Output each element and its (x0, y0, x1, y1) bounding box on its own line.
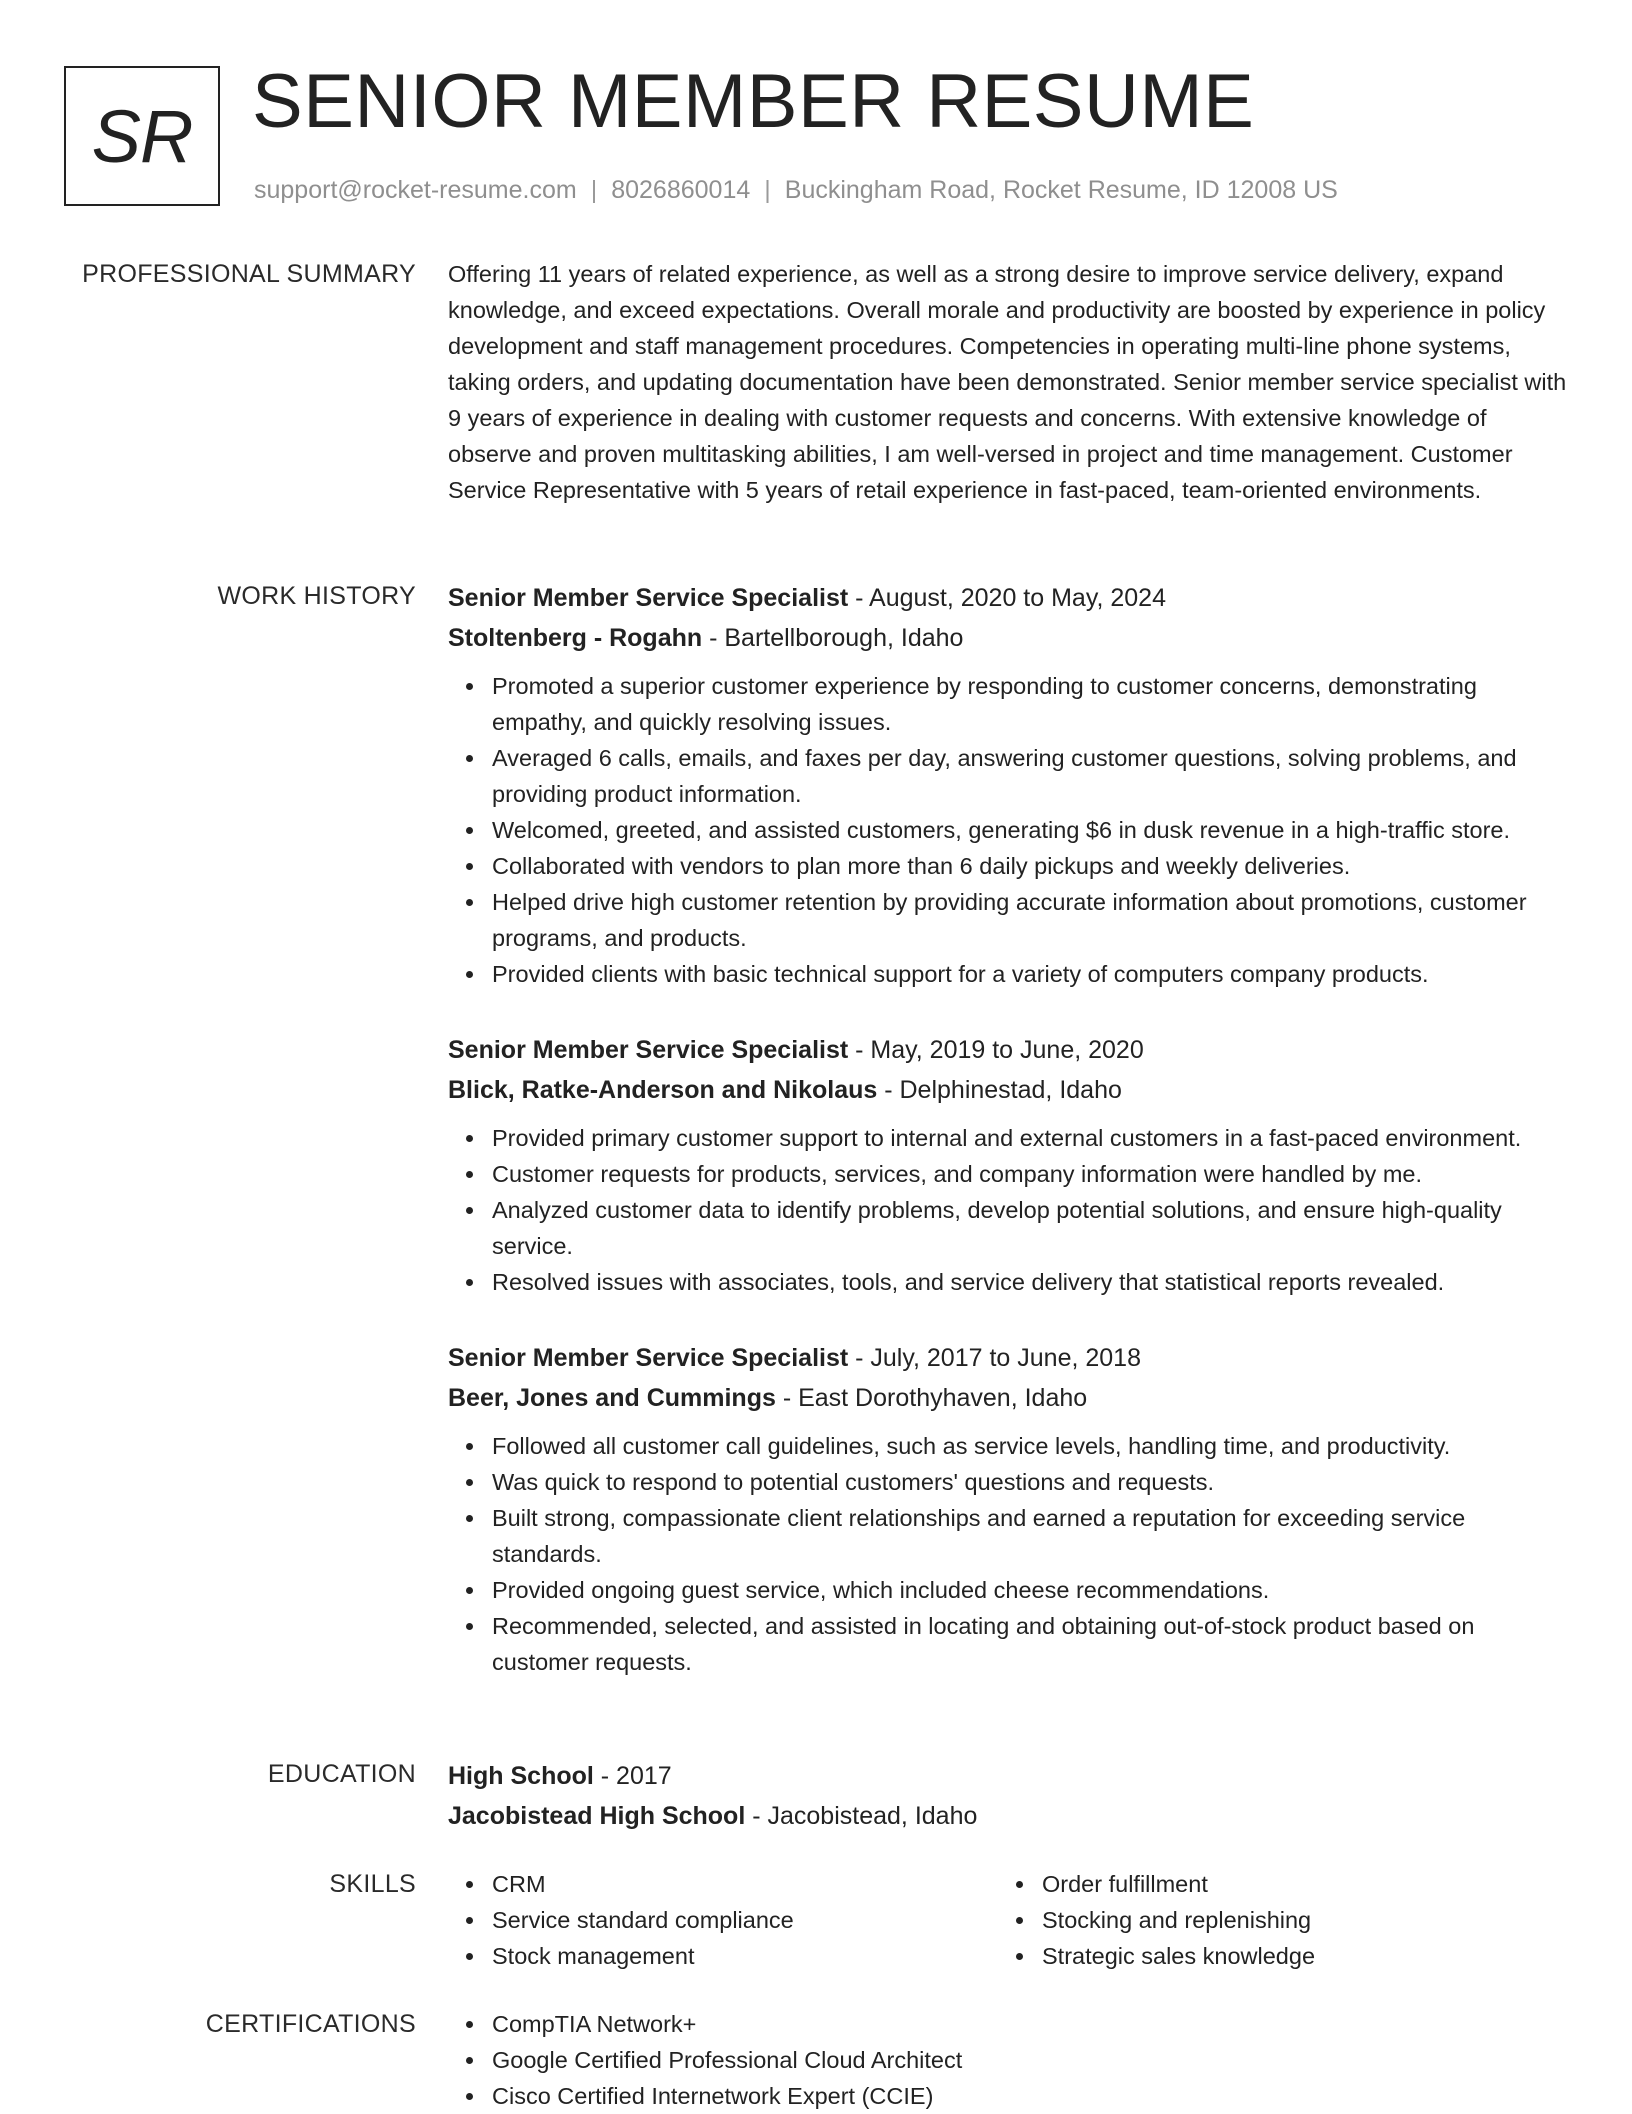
job-company: Stoltenberg - Rogahn (448, 624, 703, 652)
job-company: Beer, Jones and Cummings (448, 1384, 776, 1412)
job-bullets (448, 1428, 1572, 1680)
summary-text: Offering 11 years of related experience, as well as a strong desire to improve service delivery, expand knowledge, and exceed expectations. Overall morale and productivity are boosted by experience in policy development and staff management procedures. Competencies in operating multi-line phone systems, taking orders, and updating documentation have been demonstrated. Senior member service specialist with 9 years of experience in dealing with customer requests and concerns. With extensive knowledge of observe and proven multitasking abilities, I am well-versed in project and time management. Customer Service Representative with 5 years of retail experience in fast-paced, team-oriented environments. (448, 261, 1567, 503)
job-bullets (448, 1120, 1572, 1300)
job-title-line (448, 1338, 1572, 1378)
job-bullet: Recommended, selected, and assisted in locating and obtaining out-of-stock product based on customer requests. (492, 1608, 1572, 1680)
initials-monogram (64, 66, 220, 206)
job-bullet: Built strong, compassionate client relationships and earned a reputation for exceeding service standards. (492, 1500, 1572, 1572)
section-label-summary: PROFESSIONAL SUMMARY (82, 260, 416, 288)
job-bullet: Resolved issues with associates, tools, and service delivery that statistical reports revealed. (492, 1264, 1572, 1300)
job-location: - East Dorothyhaven, Idaho (775, 1384, 1088, 1412)
skill-item: CRM (492, 1866, 998, 1902)
contact-separator: | (764, 176, 771, 204)
certification-item: CompTIA Network+ (492, 2006, 1572, 2042)
job-bullet: Promoted a superior customer experience by responding to customer concerns, demonstrating empathy, and quickly resolving issues. (492, 668, 1572, 740)
education-degree: High School (448, 1762, 594, 1790)
skills-list-right (998, 1866, 1548, 1974)
section-label-skills: SKILLS (329, 1870, 416, 1898)
job-bullets (448, 668, 1572, 992)
skills-body (448, 1866, 1572, 1974)
job-dates: - July, 2017 to June, 2018 (848, 1344, 1141, 1372)
summary-body (448, 256, 1572, 508)
contact-address: Buckingham Road, Rocket Resume, ID 12008 US (784, 176, 1338, 204)
job-bullet: Provided ongoing guest service, which included cheese recommendations. (492, 1572, 1572, 1608)
job-company-line (448, 1378, 1572, 1418)
job-bullet: Averaged 6 calls, emails, and faxes per day, answering customer questions, solving problems, and providing product information. (492, 740, 1572, 812)
job-entry (448, 1338, 1572, 1680)
job-bullet: Customer requests for products, services, and company information were handled by me. (492, 1156, 1572, 1192)
skill-item: Service standard compliance (492, 1902, 998, 1938)
job-dates: - August, 2020 to May, 2024 (848, 584, 1166, 612)
job-bullet: Collaborated with vendors to plan more than 6 daily pickups and weekly deliveries. (492, 848, 1572, 884)
certifications-list (448, 2006, 1572, 2114)
job-bullet: Helped drive high customer retention by providing accurate information about promotions, customer programs, and products. (492, 884, 1572, 956)
work-history-body (448, 578, 1572, 1718)
skill-item: Strategic sales knowledge (1042, 1938, 1548, 1974)
certifications-body (448, 2006, 1572, 2114)
skills-column-left (448, 1866, 998, 1974)
skills-column-right (998, 1866, 1548, 1974)
job-title-line (448, 1030, 1572, 1070)
contact-separator: | (590, 176, 598, 204)
job-bullet: Was quick to respond to potential customers' questions and requests. (492, 1464, 1572, 1500)
resume-title: SENIOR MEMBER RESUME (252, 59, 1255, 144)
job-title-line (448, 578, 1572, 618)
job-title: Senior Member Service Specialist (448, 1036, 849, 1064)
job-company-line (448, 618, 1572, 658)
job-title: Senior Member Service Specialist (448, 584, 849, 612)
job-company-line (448, 1070, 1572, 1110)
section-label-education: EDUCATION (267, 1760, 416, 1788)
education-school-line (448, 1796, 1572, 1836)
skill-item: Stocking and replenishing (1042, 1902, 1548, 1938)
job-bullet: Provided clients with basic technical support for a variety of computers company products. (492, 956, 1572, 992)
skill-item: Stock management (492, 1938, 998, 1974)
job-bullet: Analyzed customer data to identify problems, develop potential solutions, and ensure high-quality service. (492, 1192, 1572, 1264)
job-location: - Delphinestad, Idaho (877, 1076, 1122, 1104)
education-body (448, 1756, 1572, 1836)
job-title: Senior Member Service Specialist (448, 1344, 849, 1372)
education-degree-line (448, 1756, 1572, 1796)
education-location: - Jacobistead, Idaho (745, 1802, 978, 1830)
section-label-work-history: WORK HISTORY (217, 582, 416, 610)
job-location: - Bartellborough, Idaho (702, 624, 964, 652)
contact-phone: 8026860014 (611, 176, 751, 204)
skills-list-left (448, 1866, 998, 1974)
section-label-certifications: CERTIFICATIONS (205, 2010, 416, 2038)
certification-item: Google Certified Professional Cloud Architect (492, 2042, 1572, 2078)
job-entry (448, 1030, 1572, 1300)
initials-text: SR (91, 94, 193, 178)
job-entry (448, 578, 1572, 992)
job-dates: - May, 2019 to June, 2020 (848, 1036, 1144, 1064)
education-school: Jacobistead High School (448, 1802, 746, 1830)
job-bullet: Followed all customer call guidelines, such as service levels, handling time, and productivity. (492, 1428, 1572, 1464)
education-year: - 2017 (593, 1762, 672, 1790)
job-bullet: Provided primary customer support to internal and external customers in a fast-paced environment. (492, 1120, 1572, 1156)
certification-item: Cisco Certified Internetwork Expert (CCIE) (492, 2078, 1572, 2114)
job-bullet: Welcomed, greeted, and assisted customers, generating $6 in dusk revenue in a high-traffic store. (492, 812, 1572, 848)
job-company: Blick, Ratke-Anderson and Nikolaus (448, 1076, 878, 1104)
contact-line (254, 174, 1338, 206)
skill-item: Order fulfillment (1042, 1866, 1548, 1902)
contact-email: support@rocket-resume.com (254, 176, 577, 204)
